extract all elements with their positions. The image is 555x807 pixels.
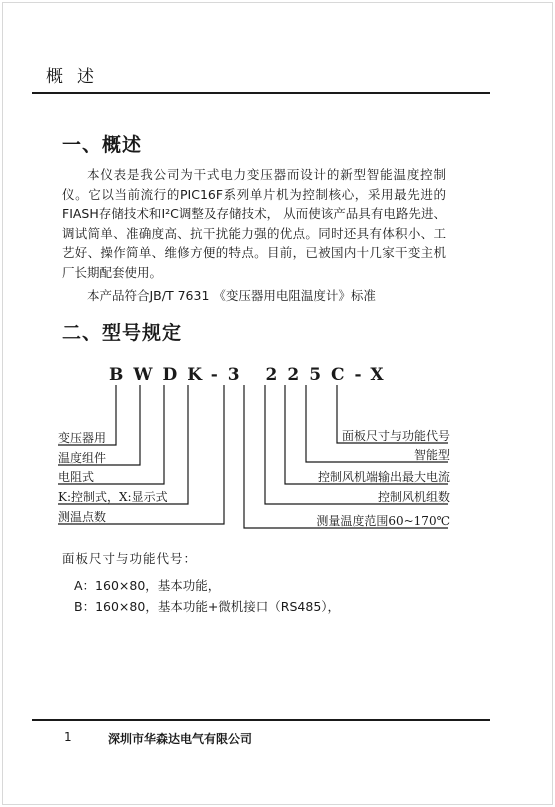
leader-line-9: [265, 385, 448, 504]
label-panel-code: 面板尺寸与功能代号: [341, 429, 450, 443]
label-fan-current: 控制风机端输出最大电流: [317, 470, 450, 484]
model-code: BWDK-3 225C-X: [109, 365, 394, 385]
panel-code-title: 面板尺寸与功能代号：: [62, 551, 198, 566]
standard-paragraph: 本产品符合JB/T 7631 《变压器用电阻温度计》标准: [87, 288, 376, 303]
label-fan-groups: 控制风机组数: [377, 490, 450, 504]
footer-rule: [32, 719, 490, 721]
panel-code-b: B：160×80，基本功能+微机接口（RS485），: [74, 599, 341, 614]
company-name: 深圳市华森达电气有限公司: [108, 732, 253, 746]
label-temp-range: 测量温度范围60~170℃: [316, 514, 450, 528]
label-measure-points: 测温点数: [58, 510, 107, 524]
page-header-title: 概述: [46, 67, 108, 87]
label-control-display: K:控制式，X:显示式: [58, 490, 168, 504]
page-number: 1: [64, 730, 72, 744]
label-resistance: 电阻式: [58, 470, 95, 484]
overview-paragraph: 本仪表是我公司为干式电力变压器而设计的新型智能温度控制仪。它以当前流行的PIC16F系列单片机为控制核心，采用最先进的FIASH存储技术和I²C调整及存储技术， 从而使该产品具有电路先进、调试简单、准确度高、抗干扰能力强的优点。同时还具有体积小、工艺好、操作简单、维修方便的特点。目前，已被国内十几家干变主机厂长期配套使用。: [62, 167, 446, 280]
panel-code-a: A：160×80，基本功能，: [74, 578, 221, 593]
label-intelligent: 智能型: [413, 448, 450, 462]
section-heading-model: 二、型号规定: [62, 322, 183, 344]
label-transformer: 变压器用: [58, 431, 107, 445]
label-temperature-unit: 温度组件: [58, 451, 107, 465]
section-heading-overview: 一、概述: [62, 134, 143, 156]
